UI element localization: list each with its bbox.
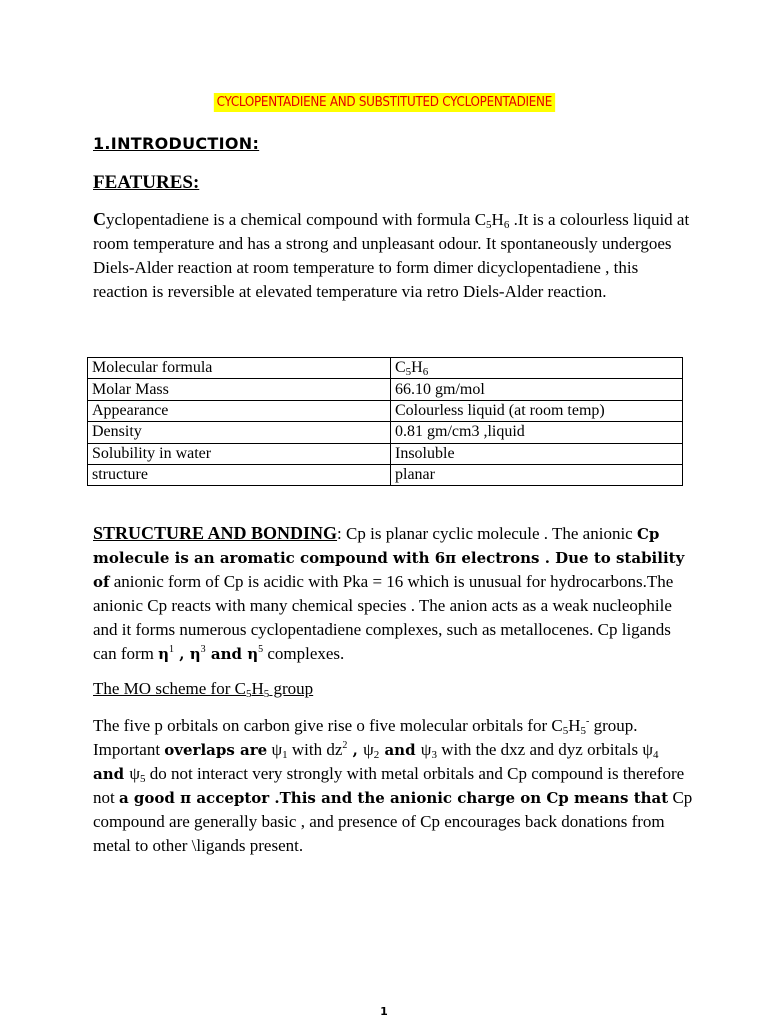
intro-paragraph <box>93 207 693 304</box>
psi-sub-2: 2 <box>373 749 380 761</box>
formula-sub-5: 5 <box>405 366 412 379</box>
eta-sup-5: 5 <box>258 644 264 655</box>
mo-title-text-2: H <box>251 679 264 698</box>
property-value <box>391 358 683 379</box>
structure-bold-1: Cp molecule is an aromatic compound with 6π electrons . Due to stability of <box>93 525 685 591</box>
mo-text-6: do not interact very strongly with metal orbitals and Cp compound is therefore not <box>93 764 685 807</box>
property-key: Density <box>88 422 391 443</box>
property-value: Colourless liquid (at room temp) <box>391 400 683 421</box>
property-value: planar <box>391 464 683 485</box>
mo-bold-and-1: and <box>379 741 421 759</box>
psi-sub-3: 3 <box>431 749 437 761</box>
section-heading-introduction: 1.INTRODUCTION: <box>93 134 260 153</box>
table-row <box>88 464 683 485</box>
document-title: CYCLOPENTADIENE AND SUBSTITUTED CYCLOPENTADIENE <box>214 93 555 112</box>
mo-sub-h: 5 <box>580 725 586 737</box>
psi-4: ψ <box>642 740 653 759</box>
mo-paragraph <box>93 714 693 858</box>
drop-letter: C <box>93 209 106 229</box>
eta-and: and <box>205 645 248 663</box>
intro-text-1: yclopentadiene is a chemical compound with formula C <box>106 210 487 229</box>
eta-3: η <box>189 645 201 663</box>
property-value: Insoluble <box>391 443 683 464</box>
mo-bold-end: a good π acceptor .This and the anionic charge on Cp means that <box>118 789 669 807</box>
psi-sub-4: 4 <box>652 749 659 761</box>
mo-title-text-1: The MO scheme for C <box>93 679 246 698</box>
intro-sub-2: 6 <box>503 219 510 231</box>
mo-title-sub-2: 5 <box>263 688 270 700</box>
dz-sup-2: 2 <box>342 740 348 751</box>
mo-bold-comma: , <box>347 741 364 759</box>
structure-heading: STRUCTURE AND BONDING <box>93 523 338 543</box>
psi-sub-5: 5 <box>140 773 146 785</box>
formula-h: H <box>411 359 423 377</box>
table-row <box>88 443 683 464</box>
intro-text-3: .It is a colourless liquid at room temperature and has a strong and unpleasant odour. It spontaneously undergoes Diels-Alder reaction at room temperature to form dimer dicyclopentadiene , this reaction is reversible at elevated temperature via retro Diels-Alder reaction. <box>93 210 690 301</box>
property-key: structure <box>88 464 391 485</box>
property-key: Solubility in water <box>88 443 391 464</box>
mo-text-4: with dz <box>287 740 343 759</box>
structure-text-3: complexes. <box>263 644 345 663</box>
mo-sup-minus: - <box>586 716 590 727</box>
structure-paragraph <box>93 521 693 666</box>
property-value: 0.81 gm/cm3 ,liquid <box>391 422 683 443</box>
property-key: Appearance <box>88 400 391 421</box>
eta-sup-1: 1 <box>169 644 175 655</box>
psi-3: ψ <box>420 740 432 759</box>
eta-1: η <box>158 645 170 663</box>
formula-c: C <box>395 359 406 377</box>
page-number: 1 <box>380 1005 388 1018</box>
mo-bold-and-2: and <box>93 765 130 783</box>
psi-2: ψ <box>363 740 374 759</box>
psi-1: ψ <box>271 740 283 759</box>
mo-text-3: group. Important <box>93 716 638 759</box>
psi-5: ψ <box>129 764 140 783</box>
eta-5: η <box>247 645 259 663</box>
mo-bold-overlaps: overlaps are <box>164 741 268 759</box>
mo-text-1: The five p orbitals on carbon give rise o five molecular orbitals for C <box>93 716 563 735</box>
properties-table <box>87 357 683 486</box>
table-row <box>88 358 683 379</box>
structure-text-1: : Cp is planar cyclic molecule . The anionic <box>337 524 637 543</box>
mo-title-sub-1: 5 <box>245 688 252 700</box>
property-key: Molecular formula <box>88 358 391 379</box>
table-row <box>88 422 683 443</box>
property-key: Molar Mass <box>88 379 391 400</box>
intro-sub-1: 5 <box>486 219 492 231</box>
mo-text-5: with the dxz and dyz orbitals <box>436 740 643 759</box>
table-row <box>88 379 683 400</box>
mo-sub-c: 5 <box>562 725 569 737</box>
structure-text-2: anionic form of Cp is acidic with Pka = 16 which is unusual for hydrocarbons.The anionic Cp reacts with many chemical species . The anion acts as a weak nucleophile and it forms numerous cyclopentadiene complexes, such as metallocenes. Cp ligands can form <box>93 572 674 663</box>
mo-title-text-3: group <box>269 679 314 698</box>
formula-sub-6: 6 <box>422 366 429 379</box>
property-value: 66.10 gm/mol <box>391 379 683 400</box>
eta-sup-3: 3 <box>200 644 206 655</box>
features-heading: FEATURES: <box>93 172 200 193</box>
eta-comma: , <box>174 645 190 663</box>
mo-text-7: Cp compound are generally basic , and presence of Cp encourages back donations from metal to other \ligands present. <box>93 788 693 855</box>
table-row <box>88 400 683 421</box>
mo-text-2: H <box>568 716 581 735</box>
mo-scheme-title <box>93 679 313 699</box>
psi-sub-1: 1 <box>282 749 288 761</box>
intro-text-2: H <box>491 210 504 229</box>
title-container <box>0 93 768 112</box>
